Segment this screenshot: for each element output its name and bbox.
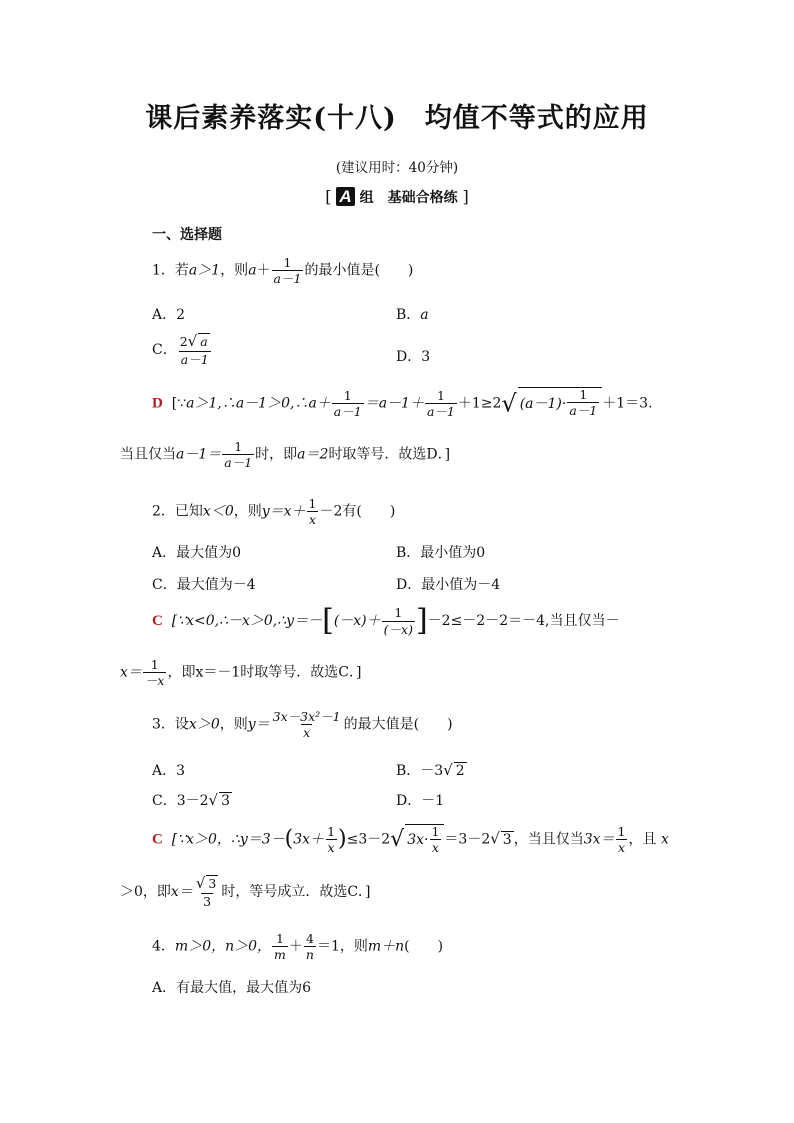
question-2-option-b: B．最小值为0 — [396, 545, 486, 561]
question-3-option-d: D．－1 — [396, 793, 445, 809]
group-label: 组 基础合格练 — [359, 190, 458, 206]
question-2-solution: C [∵x<0,∴－x＞0,∴y＝－[(－x)＋ $\frac{1}{(-x)}$ ]－2≤－2－2＝－4,当且仅当－ — [152, 603, 620, 638]
question-2-answer: C — [152, 613, 163, 629]
question-1-answer: D — [152, 395, 163, 412]
question-1-option-b: B．a — [396, 307, 429, 323]
question-2-option-a: A．最大值为0 — [152, 545, 242, 561]
question-1-option-d: D．3 — [396, 349, 431, 365]
question-1-stem: 1．若a＞1，则a＋ $\frac{1}{a-1}$ 的最小值是( ) — [152, 255, 414, 287]
question-2-option-d: D．最小值为－4 — [396, 577, 501, 593]
question-3-option-b: B．－3√ 2 — [396, 761, 465, 779]
section-heading: 一、选择题 — [152, 227, 222, 243]
title-main: 课后素养落实(十八) — [145, 103, 397, 134]
question-2-option-c: C．最大值为－4 — [152, 577, 256, 593]
question-2-solution-line-2: x＝ $\frac{1}{-x}$ ，即x＝－1时取等号．故选C．] — [120, 657, 362, 689]
question-3-option-a: A．3 — [152, 763, 186, 779]
page-title — [0, 96, 794, 135]
question-1-option-c: C． $\frac{2√ a}{a-1}$ — [152, 332, 209, 367]
suggested-time: (建议用时：40分钟) — [335, 160, 459, 176]
question-1-solution-line-2: 当且仅当a－1＝ $\frac{1}{a-1}$ 时，即a＝2时取等号．故选D．] — [120, 439, 451, 471]
title-topic: 均值不等式的应用 — [424, 103, 649, 134]
question-1-solution: D [∵a＞1,∴a－1＞0,∴a＋ $\frac{1}{a-1}$ ＝a－1＋ $\frac{1}{a-1}$ ＋1≥2√ (a－1)· $\frac{1}{a-1}$ ＋1＝3. — [152, 387, 653, 420]
question-3-solution: C [∵x＞0，∴y＝3－(3x＋ $\frac{1}{x}$ )≤3－2√ 3x· $\frac{1}{x}$ ＝3－2√ 3 ，当且仅当3x＝ $\frac{1}{x}$ ，且 x — [152, 824, 669, 856]
question-4-stem: 4．m＞0，n＞0， $\frac{1}{m}$ ＋ $\frac{4}{n}$ ＝1，则m＋n( ) — [152, 931, 444, 963]
question-3-answer: C — [152, 831, 163, 848]
question-3-option-c: C．3－2√ 3 — [152, 791, 231, 809]
question-4-option-a: A．有最大值，最大值为6 — [152, 980, 312, 996]
question-3-stem: 3．设x＞0，则y＝ $\frac{\text{3x－3x²－1}}{x}$ 的最大值是( ) — [152, 709, 453, 741]
question-2-stem: 2．已知x＜0，则y＝x＋ $\frac{1}{x}$ －2有( ) — [152, 496, 396, 528]
group-letter-badge: A — [336, 187, 354, 206]
question-1-option-a: A．2 — [152, 307, 186, 323]
question-3-solution-line-2: ＞0，即x＝ $\frac{√ 3}{3}$ 时，等号成立．故选C．] — [120, 874, 371, 909]
group-header: [ A 组 基础合格练 ] — [325, 187, 469, 206]
